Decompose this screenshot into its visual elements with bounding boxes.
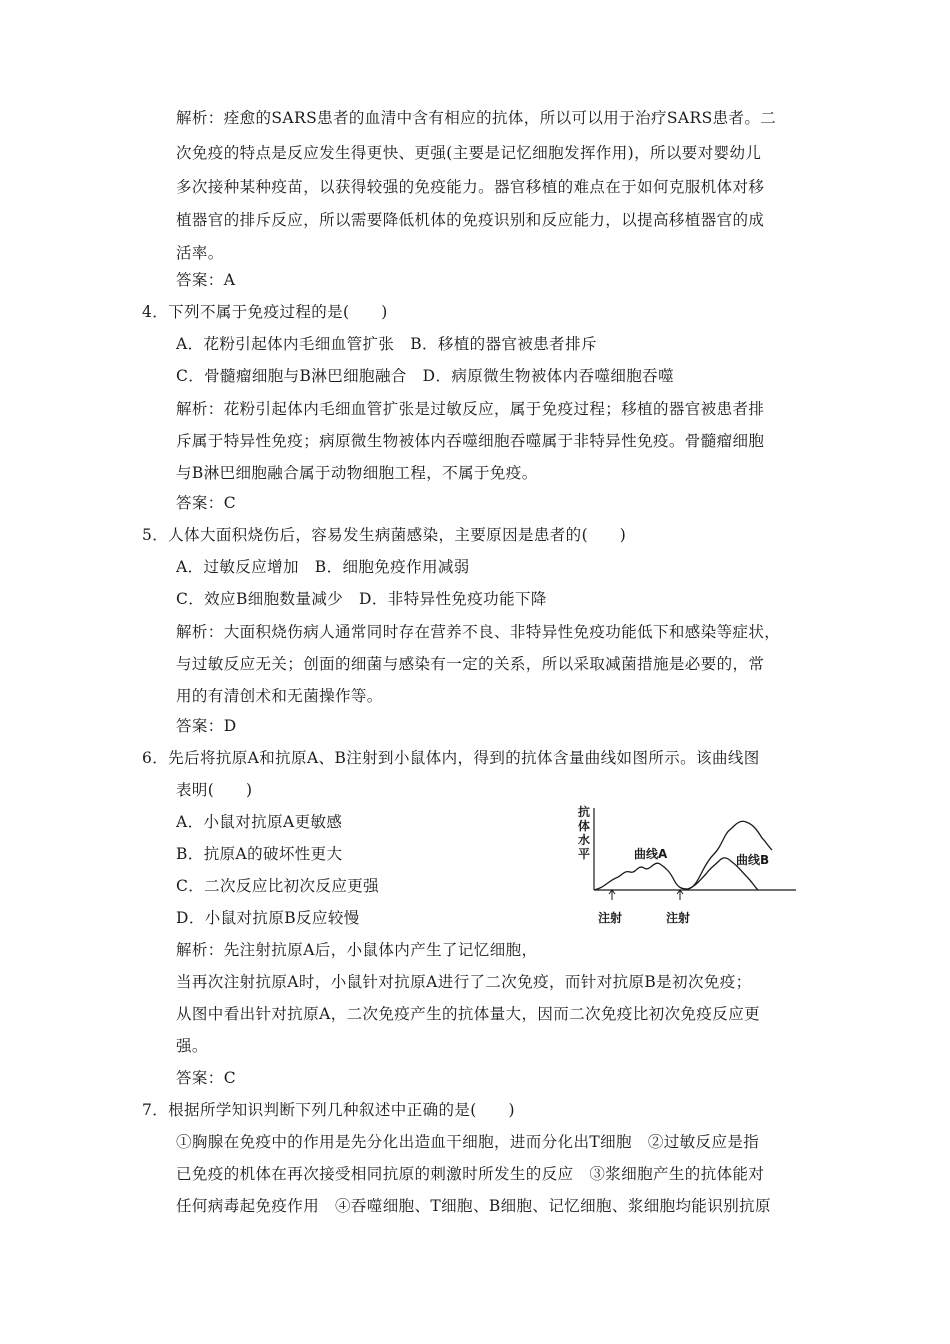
text-line: 与过敏反应无关；创面的细菌与感染有一定的关系，所以采取减菌措施是必要的，常 (176, 655, 765, 673)
text-line: 活率。 (176, 244, 224, 262)
curve-a-label: 曲线A (634, 847, 668, 861)
option-line: C．效应B细胞数量减少 D．非特异性免疫功能下降 (176, 590, 547, 608)
text-line: ①胸腺在免疫中的作用是先分化出造血干细胞，进而分化出T细胞 ②过敏反应是指 (176, 1133, 760, 1151)
text-line: 次免疫的特点是反应发生得更快、更强(主要是记忆细胞发挥作用)，所以要对婴幼儿 (176, 144, 762, 162)
answer-line: 答案：C (176, 494, 236, 512)
answer-line: 答案：A (176, 271, 236, 289)
text-line: 任何病毒起免疫作用 ④吞噬细胞、T细胞、B细胞、记忆细胞、浆细胞均能识别抗原 (176, 1197, 771, 1215)
text-line: 当再次注射抗原A时，小鼠针对抗原A进行了二次免疫，而针对抗原B是初次免疫； (176, 973, 752, 991)
question-5: 5．人体大面积烧伤后，容易发生病菌感染，主要原因是患者的( ) (142, 526, 627, 544)
option-line: C．骨髓瘤细胞与B淋巴细胞融合 D．病原微生物被体内吞噬细胞吞噬 (176, 367, 674, 385)
text-line: 从图中看出针对抗原A，二次免疫产生的抗体量大，因而二次免疫比初次免疫反应更 (176, 1005, 760, 1023)
text-line: 表明( ) (176, 781, 253, 799)
text-line: 植器官的排斥反应，所以需要降低机体的免疫识别和反应能力，以提高移植器官的成 (176, 211, 765, 229)
curve-b-label: 曲线B (736, 853, 770, 867)
text-line: 解析：痊愈的SARS患者的血清中含有相应的抗体，所以可以用于治疗SARS患者。二 (176, 109, 777, 127)
option-line: C．二次反应比初次反应更强 (176, 877, 380, 895)
option-line: A．小鼠对抗原A更敏感 (176, 813, 343, 831)
text-line: 斥属于特异性免疫；病原微生物被体内吞噬细胞吞噬属于非特异性免疫。骨髓瘤细胞 (176, 432, 765, 450)
injection-label-1: 注射 (598, 911, 623, 925)
y-axis-label-char: 水 (578, 833, 591, 847)
text-line: 用的有清创术和无菌操作等。 (176, 687, 383, 705)
text-line: 强。 (176, 1037, 208, 1055)
text-line: 解析：花粉引起体内毛细血管扩张是过敏反应，属于免疫过程；移植的器官被患者排 (176, 400, 765, 418)
y-axis-label-char: 抗 (578, 805, 591, 819)
text-line: 多次接种某种疫苗，以获得较强的免疫能力。器官移植的难点在于如何克服机体对移 (176, 178, 765, 196)
text-line: 已免疫的机体在再次接受相同抗原的刺激时所发生的反应 ③浆细胞产生的抗体能对 (176, 1165, 765, 1183)
text-line: 解析：先注射抗原A后，小鼠体内产生了记忆细胞， (176, 941, 538, 959)
question-6: 6．先后将抗原A和抗原A、B注射到小鼠体内，得到的抗体含量曲线如图所示。该曲线图 (142, 749, 760, 767)
option-line: A．花粉引起体内毛细血管扩张 B．移植的器官被患者排斥 (176, 335, 597, 353)
text-line: 与B淋巴细胞融合属于动物细胞工程，不属于免疫。 (176, 464, 538, 482)
text-line: 解析：大面积烧伤病人通常同时存在营养不良、非特异性免疫功能低下和感染等症状， (176, 623, 781, 641)
option-line: D．小鼠对抗原B反应较慢 (176, 909, 360, 927)
antibody-curve-figure (570, 802, 800, 932)
injection-label-2: 注射 (666, 911, 691, 925)
answer-line: 答案：D (176, 717, 237, 735)
option-line: B．抗原A的破坏性更大 (176, 845, 343, 863)
answer-line: 答案：C (176, 1069, 236, 1087)
y-axis-label-char: 体 (578, 819, 591, 833)
question-4: 4．下列不属于免疫过程的是( ) (142, 303, 388, 321)
question-7: 7．根据所学知识判断下列几种叙述中正确的是( ) (142, 1101, 515, 1119)
y-axis-label-char: 平 (578, 847, 591, 861)
option-line: A．过敏反应增加 B．细胞免疫作用减弱 (176, 558, 470, 576)
